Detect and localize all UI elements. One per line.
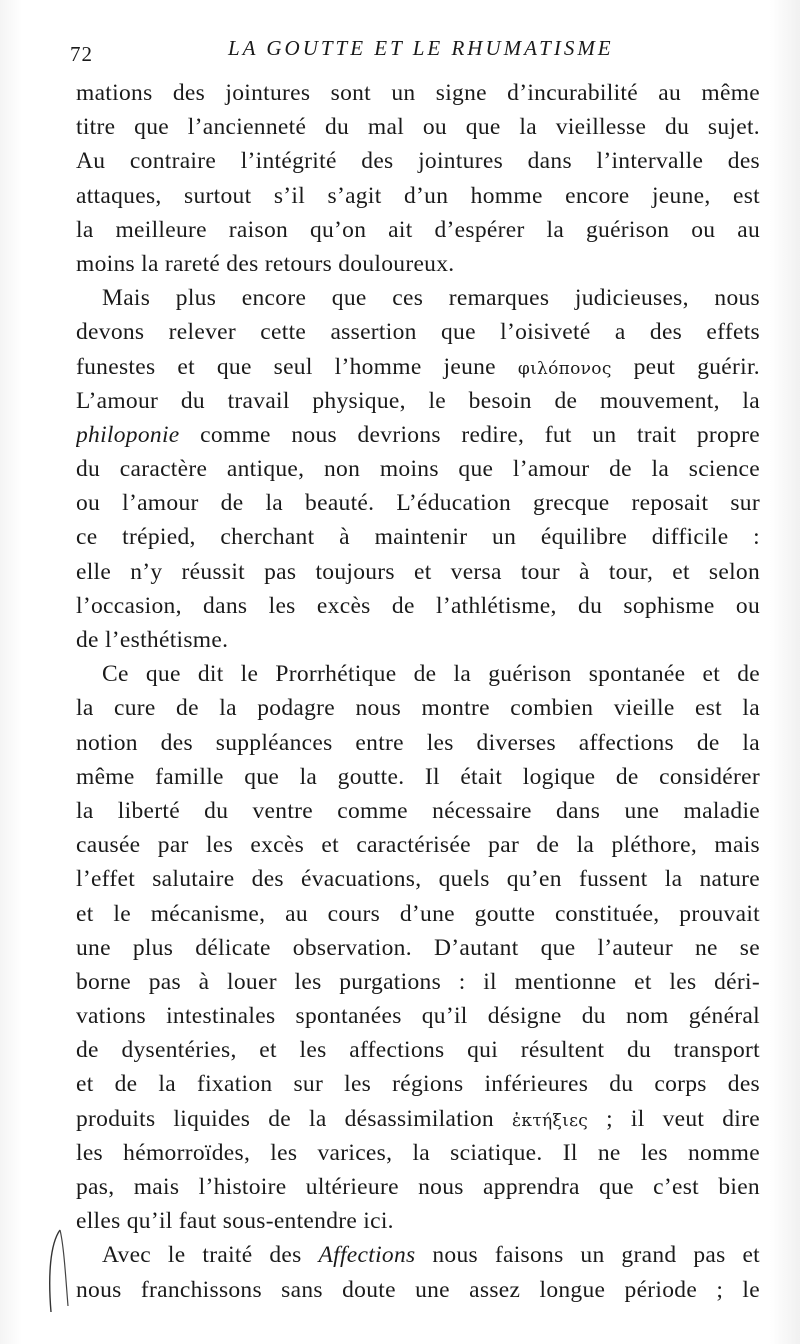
text-span: comme nous devrions redire, fut un trait propre bbox=[200, 421, 760, 448]
text-line: notion des suppléances entre les diverses affections de la bbox=[76, 729, 760, 756]
text-line: une plus délicate observation. D’autant que l’auteur ne se bbox=[76, 934, 760, 961]
text-line: borne pas à louer les purgations : il mentionne et les déri- bbox=[76, 968, 760, 995]
text-line: nous franchissons sans doute une assez longue période ; le bbox=[76, 1276, 760, 1303]
text-line: Au contraire l’intégrité des jointures dans l’intervalle des bbox=[76, 148, 760, 175]
text-line: l’occasion, dans les excès de l’athlétisme, du sophisme ou bbox=[76, 592, 760, 619]
italic-word: philoponie bbox=[76, 421, 180, 448]
text-line: la meilleure raison qu’on ait d’espérer la guérison ou au bbox=[76, 216, 760, 243]
text-line: devons relever cette assertion que l’oisiveté a des effets bbox=[76, 319, 760, 346]
text-line: attaques, surtout s’il s’agit d’un homme encore jeune, est bbox=[76, 182, 760, 209]
text-line: et de la fixation sur les régions inférieures du corps des bbox=[76, 1071, 760, 1098]
text-line bbox=[76, 350, 760, 384]
text-span: ; il veut dire bbox=[606, 1105, 760, 1132]
text-line: elles qu’il faut sous-entendre ici. bbox=[76, 1208, 394, 1235]
text-line: vations intestinales spontanées qu’il désigne du nom général bbox=[76, 1003, 760, 1030]
text-line: même famille que la goutte. Il était logique de considérer bbox=[76, 763, 760, 790]
text-line: la cure de la podagre nous montre combien vieille est la bbox=[76, 695, 760, 722]
page-number: 72 bbox=[70, 42, 93, 66]
text-line: elle n’y réussit pas toujours et versa tour à tour, et selon bbox=[76, 558, 760, 585]
body-text bbox=[76, 76, 760, 1307]
text-line: Ce que dit le Prorrhétique de la guérison spontanée et de bbox=[102, 661, 760, 688]
text-span: peut guérir. bbox=[633, 353, 760, 380]
text-line: causée par les excès et caractérisée par de la pléthore, mais bbox=[76, 832, 760, 859]
text-span: Avec le traité des bbox=[102, 1242, 302, 1269]
text-line: moins la rareté des retours douloureux. bbox=[76, 250, 455, 277]
text-line: du caractère antique, non moins que l’amour de la science bbox=[76, 456, 760, 483]
text-line bbox=[76, 1238, 760, 1272]
greek-word: ἐκτήξιες bbox=[511, 1110, 589, 1131]
text-line: Mais plus encore que ces remarques judicieuses, nous bbox=[102, 285, 760, 312]
text-line: de dysentéries, et les affections qui résultent du transport bbox=[76, 1037, 760, 1064]
text-line: L’amour du travail physique, le besoin de mouvement, la bbox=[76, 387, 760, 414]
running-header bbox=[70, 34, 770, 64]
text-span: produits liquides de la désassimilation bbox=[76, 1105, 494, 1132]
italic-word: Affections bbox=[318, 1242, 416, 1269]
text-line bbox=[76, 1102, 760, 1136]
text-line: de l’esthétisme. bbox=[76, 627, 229, 653]
text-span: funestes et que seul l’homme jeune bbox=[76, 353, 496, 380]
text-line: l’effet salutaire des évacuations, quels qu’en fussent la nature bbox=[76, 866, 760, 893]
text-line: et le mécanisme, au cours d’une goutte constituée, prouvait bbox=[76, 900, 760, 927]
text-line: pas, mais l’histoire ultérieure nous apprendra que c’est bien bbox=[76, 1174, 760, 1200]
text-line: titre que l’ancienneté du mal ou que la vieillesse du sujet. bbox=[76, 114, 760, 141]
text-span: nous faisons un grand pas et bbox=[432, 1242, 760, 1269]
text-line: ce trépied, cherchant à maintenir un équilibre difficile : bbox=[76, 524, 760, 551]
pencil-bracket-mark bbox=[42, 1226, 72, 1316]
running-title: LA GOUTTE ET LE RHUMATISME bbox=[228, 36, 614, 60]
text-line: ou l’amour de la beauté. L’éducation grecque reposait sur bbox=[76, 490, 760, 517]
text-line bbox=[76, 418, 760, 452]
greek-word: φιλόπονος bbox=[517, 358, 612, 379]
text-line: les hémorroïdes, les varices, la sciatique. Il ne les nomme bbox=[76, 1139, 760, 1166]
text-line: mations des jointures sont un signe d’incurabilité au même bbox=[76, 80, 760, 106]
text-line: la liberté du ventre comme nécessaire dans une maladie bbox=[76, 797, 760, 824]
